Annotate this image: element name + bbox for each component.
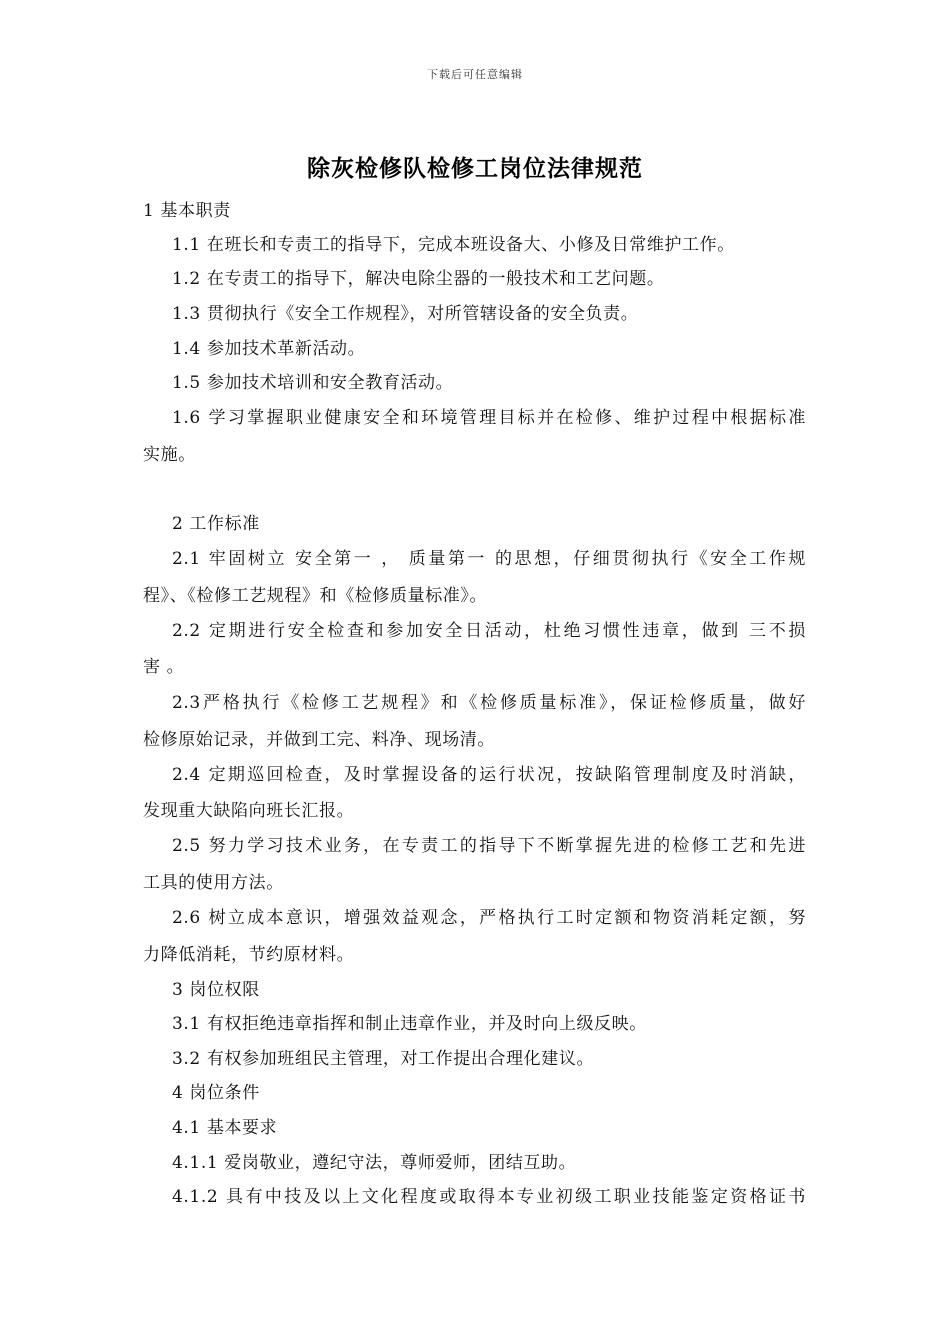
- header-note: 下载后可任意编辑: [427, 68, 523, 81]
- paragraph-line: 2.3严格执行《检修工艺规程》和《检修质量标准》，保证检修质量，做好: [172, 693, 806, 713]
- section-heading: 1 基本职责: [143, 201, 231, 221]
- paragraph-line: 程》、《检修工艺规程》和《检修质量标准》。: [143, 586, 488, 606]
- paragraph-line: 害 。: [143, 657, 185, 677]
- paragraph-line: 2.6 树立成本意识，增强效益观念，严格执行工时定额和物资消耗定额，努: [172, 908, 806, 928]
- paragraph-line: 1.6 学习掌握职业健康安全和环境管理目标并在检修、维护过程中根据标准: [172, 408, 806, 428]
- paragraph-line: 4.1.1 爱岗敬业，遵纪守法，尊师爱师，团结互助。: [172, 1153, 577, 1173]
- paragraph-line: 1.3 贯彻执行《安全工作规程》，对所管辖设备的安全负责。: [172, 304, 639, 324]
- paragraph-line: 1.2 在专责工的指导下，解决电除尘器的一般技术和工艺问题。: [172, 269, 665, 289]
- paragraph-line: 3.1 有权拒绝违章指挥和制止违章作业，并及时向上级反映。: [172, 1014, 647, 1034]
- paragraph-line: 2.4 定期巡回检查，及时掌握设备的运行状况，按缺陷管理制度及时消缺，: [172, 765, 806, 785]
- paragraph-line: 4.1.2 具有中技及以上文化程度或取得本专业初级工职业技能鉴定资格证书: [172, 1187, 806, 1207]
- section-heading: 4 岗位条件: [172, 1083, 260, 1103]
- paragraph-line: 2.5 努力学习技术业务，在专责工的指导下不断掌握先进的检修工艺和先进: [172, 836, 806, 856]
- paragraph-line: 力降低消耗，节约原材料。: [143, 945, 355, 965]
- paragraph-line: 2.1 牢固树立 安全第一 ， 质量第一 的思想，仔细贯彻执行《安全工作规: [172, 549, 806, 569]
- subsection-heading: 4.1 基本要求: [172, 1118, 278, 1138]
- document-title: 除灰检修队检修工岗位法律规范: [307, 155, 643, 182]
- paragraph-line: 实施。: [143, 445, 196, 465]
- paragraph-line: 发现重大缺陷向班长汇报。: [143, 801, 355, 821]
- section-heading: 2 工作标准: [172, 514, 260, 534]
- paragraph-line: 2.2 定期进行安全检查和参加安全日活动，杜绝习惯性违章，做到 三不损: [172, 621, 806, 641]
- paragraph-line: 1.5 参加技术培训和安全教育活动。: [172, 373, 454, 393]
- paragraph-line: 检修原始记录，并做到工完、料净、现场清。: [143, 730, 495, 750]
- paragraph-line: 1.1 在班长和专责工的指导下，完成本班设备大、小修及日常维护工作。: [172, 235, 735, 255]
- paragraph-line: 3.2 有权参加班组民主管理，对工作提出合理化建议。: [172, 1049, 595, 1069]
- section-heading: 3 岗位权限: [172, 980, 260, 1000]
- paragraph-line: 工具的使用方法。: [143, 873, 284, 893]
- paragraph-line: 1.4 参加技术革新活动。: [172, 339, 366, 359]
